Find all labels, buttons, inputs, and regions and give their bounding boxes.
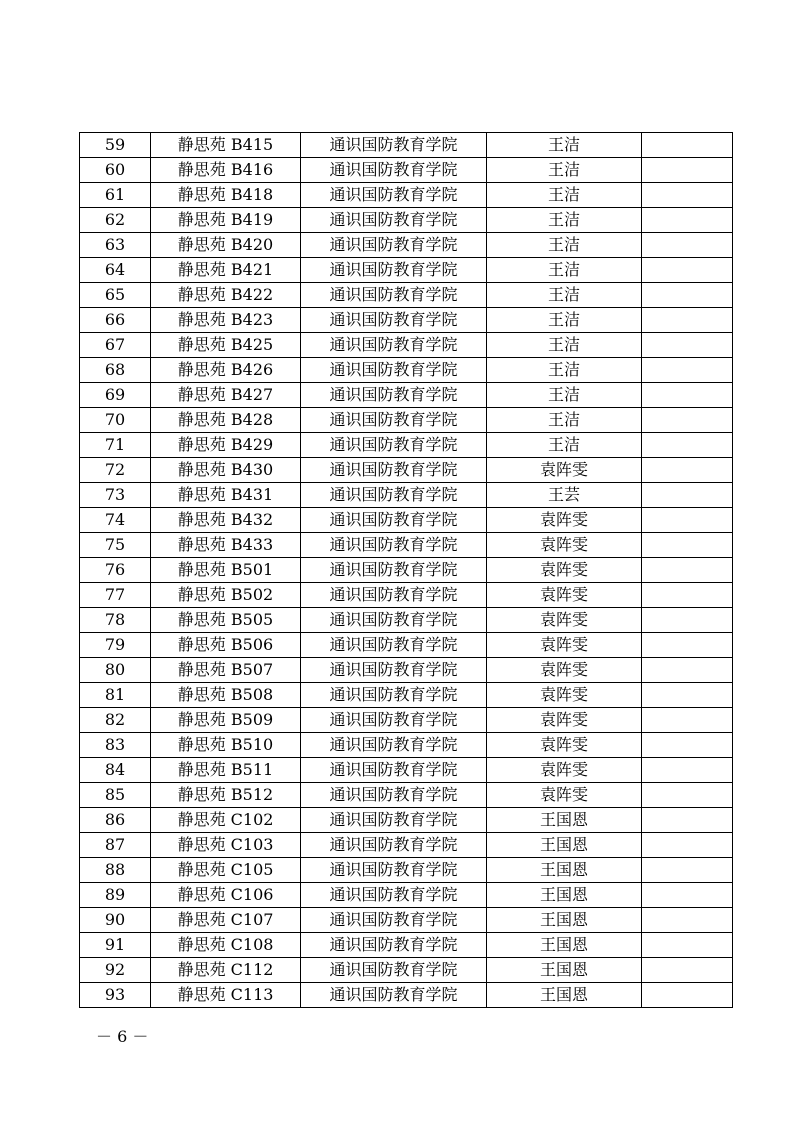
college-cell: 通识国防教育学院 [301, 433, 487, 458]
row-number-cell: 82 [80, 708, 151, 733]
row-number-cell: 71 [80, 433, 151, 458]
college-cell: 通识国防教育学院 [301, 883, 487, 908]
row-number-cell: 60 [80, 158, 151, 183]
note-cell [642, 958, 733, 983]
college-cell: 通识国防教育学院 [301, 283, 487, 308]
person-cell: 王洁 [487, 358, 642, 383]
row-number-cell: 91 [80, 933, 151, 958]
table-row [80, 308, 733, 333]
note-cell [642, 708, 733, 733]
row-number-cell: 79 [80, 633, 151, 658]
college-cell: 通识国防教育学院 [301, 558, 487, 583]
room-cell: 静思苑 B502 [151, 583, 301, 608]
table-row [80, 658, 733, 683]
table-row [80, 858, 733, 883]
room-cell: 静思苑 B506 [151, 633, 301, 658]
table-row [80, 683, 733, 708]
room-cell: 静思苑 B431 [151, 483, 301, 508]
row-number-cell: 80 [80, 658, 151, 683]
person-cell: 袁阵雯 [487, 633, 642, 658]
person-cell: 王国恩 [487, 958, 642, 983]
person-cell: 王洁 [487, 333, 642, 358]
note-cell [642, 858, 733, 883]
person-cell: 袁阵雯 [487, 708, 642, 733]
room-cell: 静思苑 B429 [151, 433, 301, 458]
row-number-cell: 92 [80, 958, 151, 983]
note-cell [642, 533, 733, 558]
table-row [80, 258, 733, 283]
college-cell: 通识国防教育学院 [301, 308, 487, 333]
room-cell: 静思苑 B419 [151, 208, 301, 233]
room-cell: 静思苑 B432 [151, 508, 301, 533]
person-cell: 袁阵雯 [487, 783, 642, 808]
person-cell: 王洁 [487, 158, 642, 183]
college-cell: 通识国防教育学院 [301, 233, 487, 258]
table-row [80, 758, 733, 783]
table-row [80, 708, 733, 733]
college-cell: 通识国防教育学院 [301, 858, 487, 883]
row-number-cell: 87 [80, 833, 151, 858]
person-cell: 王国恩 [487, 808, 642, 833]
table-row [80, 883, 733, 908]
note-cell [642, 133, 733, 158]
note-cell [642, 658, 733, 683]
college-cell: 通识国防教育学院 [301, 708, 487, 733]
room-cell: 静思苑 B507 [151, 658, 301, 683]
table-row [80, 808, 733, 833]
table-row [80, 608, 733, 633]
note-cell [642, 483, 733, 508]
table-row [80, 208, 733, 233]
college-cell: 通识国防教育学院 [301, 983, 487, 1008]
college-cell: 通识国防教育学院 [301, 483, 487, 508]
row-number-cell: 61 [80, 183, 151, 208]
note-cell [642, 508, 733, 533]
note-cell [642, 908, 733, 933]
room-cell: 静思苑 B501 [151, 558, 301, 583]
row-number-cell: 89 [80, 883, 151, 908]
row-number-cell: 62 [80, 208, 151, 233]
person-cell: 王洁 [487, 408, 642, 433]
room-cell: 静思苑 C102 [151, 808, 301, 833]
row-number-cell: 90 [80, 908, 151, 933]
table-body [80, 133, 733, 1008]
table-row [80, 508, 733, 533]
room-cell: 静思苑 B427 [151, 383, 301, 408]
college-cell: 通识国防教育学院 [301, 758, 487, 783]
dormitory-table-container [79, 132, 732, 1008]
person-cell: 袁阵雯 [487, 533, 642, 558]
room-cell: 静思苑 B428 [151, 408, 301, 433]
room-cell: 静思苑 B416 [151, 158, 301, 183]
table-row [80, 183, 733, 208]
room-cell: 静思苑 B423 [151, 308, 301, 333]
college-cell: 通识国防教育学院 [301, 808, 487, 833]
college-cell: 通识国防教育学院 [301, 583, 487, 608]
note-cell [642, 433, 733, 458]
note-cell [642, 683, 733, 708]
person-cell: 王洁 [487, 183, 642, 208]
row-number-cell: 93 [80, 983, 151, 1008]
room-cell: 静思苑 B420 [151, 233, 301, 258]
college-cell: 通识国防教育学院 [301, 658, 487, 683]
note-cell [642, 358, 733, 383]
college-cell: 通识国防教育学院 [301, 358, 487, 383]
note-cell [642, 558, 733, 583]
college-cell: 通识国防教育学院 [301, 933, 487, 958]
note-cell [642, 883, 733, 908]
note-cell [642, 333, 733, 358]
note-cell [642, 758, 733, 783]
table-row [80, 833, 733, 858]
person-cell: 王芸 [487, 483, 642, 508]
table-row [80, 558, 733, 583]
person-cell: 王洁 [487, 308, 642, 333]
college-cell: 通识国防教育学院 [301, 158, 487, 183]
college-cell: 通识国防教育学院 [301, 833, 487, 858]
room-cell: 静思苑 B511 [151, 758, 301, 783]
college-cell: 通识国防教育学院 [301, 608, 487, 633]
person-cell: 袁阵雯 [487, 558, 642, 583]
person-cell: 袁阵雯 [487, 683, 642, 708]
room-cell: 静思苑 B415 [151, 133, 301, 158]
note-cell [642, 383, 733, 408]
note-cell [642, 458, 733, 483]
note-cell [642, 608, 733, 633]
row-number-cell: 76 [80, 558, 151, 583]
table-row [80, 158, 733, 183]
table-row [80, 358, 733, 383]
college-cell: 通识国防教育学院 [301, 908, 487, 933]
row-number-cell: 70 [80, 408, 151, 433]
note-cell [642, 833, 733, 858]
person-cell: 袁阵雯 [487, 758, 642, 783]
college-cell: 通识国防教育学院 [301, 208, 487, 233]
person-cell: 王国恩 [487, 983, 642, 1008]
college-cell: 通识国防教育学院 [301, 183, 487, 208]
college-cell: 通识国防教育学院 [301, 958, 487, 983]
row-number-cell: 59 [80, 133, 151, 158]
row-number-cell: 68 [80, 358, 151, 383]
note-cell [642, 408, 733, 433]
row-number-cell: 65 [80, 283, 151, 308]
college-cell: 通识国防教育学院 [301, 383, 487, 408]
row-number-cell: 67 [80, 333, 151, 358]
person-cell: 袁阵雯 [487, 458, 642, 483]
row-number-cell: 72 [80, 458, 151, 483]
note-cell [642, 733, 733, 758]
person-cell: 王国恩 [487, 833, 642, 858]
room-cell: 静思苑 B505 [151, 608, 301, 633]
person-cell: 王国恩 [487, 883, 642, 908]
note-cell [642, 633, 733, 658]
person-cell: 王洁 [487, 133, 642, 158]
college-cell: 通识国防教育学院 [301, 533, 487, 558]
row-number-cell: 83 [80, 733, 151, 758]
row-number-cell: 77 [80, 583, 151, 608]
room-cell: 静思苑 C103 [151, 833, 301, 858]
college-cell: 通识国防教育学院 [301, 733, 487, 758]
room-cell: 静思苑 B421 [151, 258, 301, 283]
person-cell: 袁阵雯 [487, 583, 642, 608]
college-cell: 通识国防教育学院 [301, 333, 487, 358]
note-cell [642, 583, 733, 608]
room-cell: 静思苑 B508 [151, 683, 301, 708]
note-cell [642, 983, 733, 1008]
person-cell: 袁阵雯 [487, 733, 642, 758]
college-cell: 通识国防教育学院 [301, 408, 487, 433]
room-cell: 静思苑 B426 [151, 358, 301, 383]
person-cell: 王洁 [487, 433, 642, 458]
row-number-cell: 86 [80, 808, 151, 833]
college-cell: 通识国防教育学院 [301, 258, 487, 283]
row-number-cell: 75 [80, 533, 151, 558]
row-number-cell: 69 [80, 383, 151, 408]
room-cell: 静思苑 B509 [151, 708, 301, 733]
row-number-cell: 73 [80, 483, 151, 508]
person-cell: 王国恩 [487, 908, 642, 933]
table-row [80, 383, 733, 408]
table-row [80, 433, 733, 458]
row-number-cell: 81 [80, 683, 151, 708]
table-row [80, 908, 733, 933]
college-cell: 通识国防教育学院 [301, 633, 487, 658]
person-cell: 王国恩 [487, 933, 642, 958]
person-cell: 王洁 [487, 233, 642, 258]
table-row [80, 583, 733, 608]
table-row [80, 533, 733, 558]
room-cell: 静思苑 B422 [151, 283, 301, 308]
person-cell: 王洁 [487, 258, 642, 283]
row-number-cell: 84 [80, 758, 151, 783]
note-cell [642, 233, 733, 258]
room-cell: 静思苑 B418 [151, 183, 301, 208]
room-cell: 静思苑 B512 [151, 783, 301, 808]
row-number-cell: 85 [80, 783, 151, 808]
room-cell: 静思苑 B510 [151, 733, 301, 758]
room-cell: 静思苑 C113 [151, 983, 301, 1008]
table-row [80, 958, 733, 983]
person-cell: 王洁 [487, 208, 642, 233]
page-number: － 6 － [96, 1027, 149, 1046]
table-row [80, 458, 733, 483]
room-cell: 静思苑 B425 [151, 333, 301, 358]
table-row [80, 283, 733, 308]
note-cell [642, 783, 733, 808]
table-row [80, 483, 733, 508]
note-cell [642, 933, 733, 958]
table-row [80, 933, 733, 958]
person-cell: 王洁 [487, 383, 642, 408]
note-cell [642, 308, 733, 333]
room-cell: 静思苑 C106 [151, 883, 301, 908]
table-row [80, 733, 733, 758]
room-cell: 静思苑 C108 [151, 933, 301, 958]
note-cell [642, 258, 733, 283]
note-cell [642, 283, 733, 308]
room-cell: 静思苑 B430 [151, 458, 301, 483]
row-number-cell: 64 [80, 258, 151, 283]
table-row [80, 408, 733, 433]
table-row [80, 783, 733, 808]
table-row [80, 633, 733, 658]
row-number-cell: 74 [80, 508, 151, 533]
row-number-cell: 66 [80, 308, 151, 333]
person-cell: 袁阵雯 [487, 608, 642, 633]
person-cell: 袁阵雯 [487, 508, 642, 533]
table-row [80, 133, 733, 158]
dormitory-table [79, 132, 733, 1008]
row-number-cell: 78 [80, 608, 151, 633]
college-cell: 通识国防教育学院 [301, 458, 487, 483]
college-cell: 通识国防教育学院 [301, 683, 487, 708]
room-cell: 静思苑 B433 [151, 533, 301, 558]
room-cell: 静思苑 C105 [151, 858, 301, 883]
table-row [80, 333, 733, 358]
note-cell [642, 208, 733, 233]
person-cell: 王国恩 [487, 858, 642, 883]
college-cell: 通识国防教育学院 [301, 133, 487, 158]
note-cell [642, 183, 733, 208]
note-cell [642, 158, 733, 183]
college-cell: 通识国防教育学院 [301, 508, 487, 533]
table-row [80, 983, 733, 1008]
row-number-cell: 88 [80, 858, 151, 883]
note-cell [642, 808, 733, 833]
room-cell: 静思苑 C112 [151, 958, 301, 983]
person-cell: 袁阵雯 [487, 658, 642, 683]
table-row [80, 233, 733, 258]
row-number-cell: 63 [80, 233, 151, 258]
room-cell: 静思苑 C107 [151, 908, 301, 933]
college-cell: 通识国防教育学院 [301, 783, 487, 808]
person-cell: 王洁 [487, 283, 642, 308]
